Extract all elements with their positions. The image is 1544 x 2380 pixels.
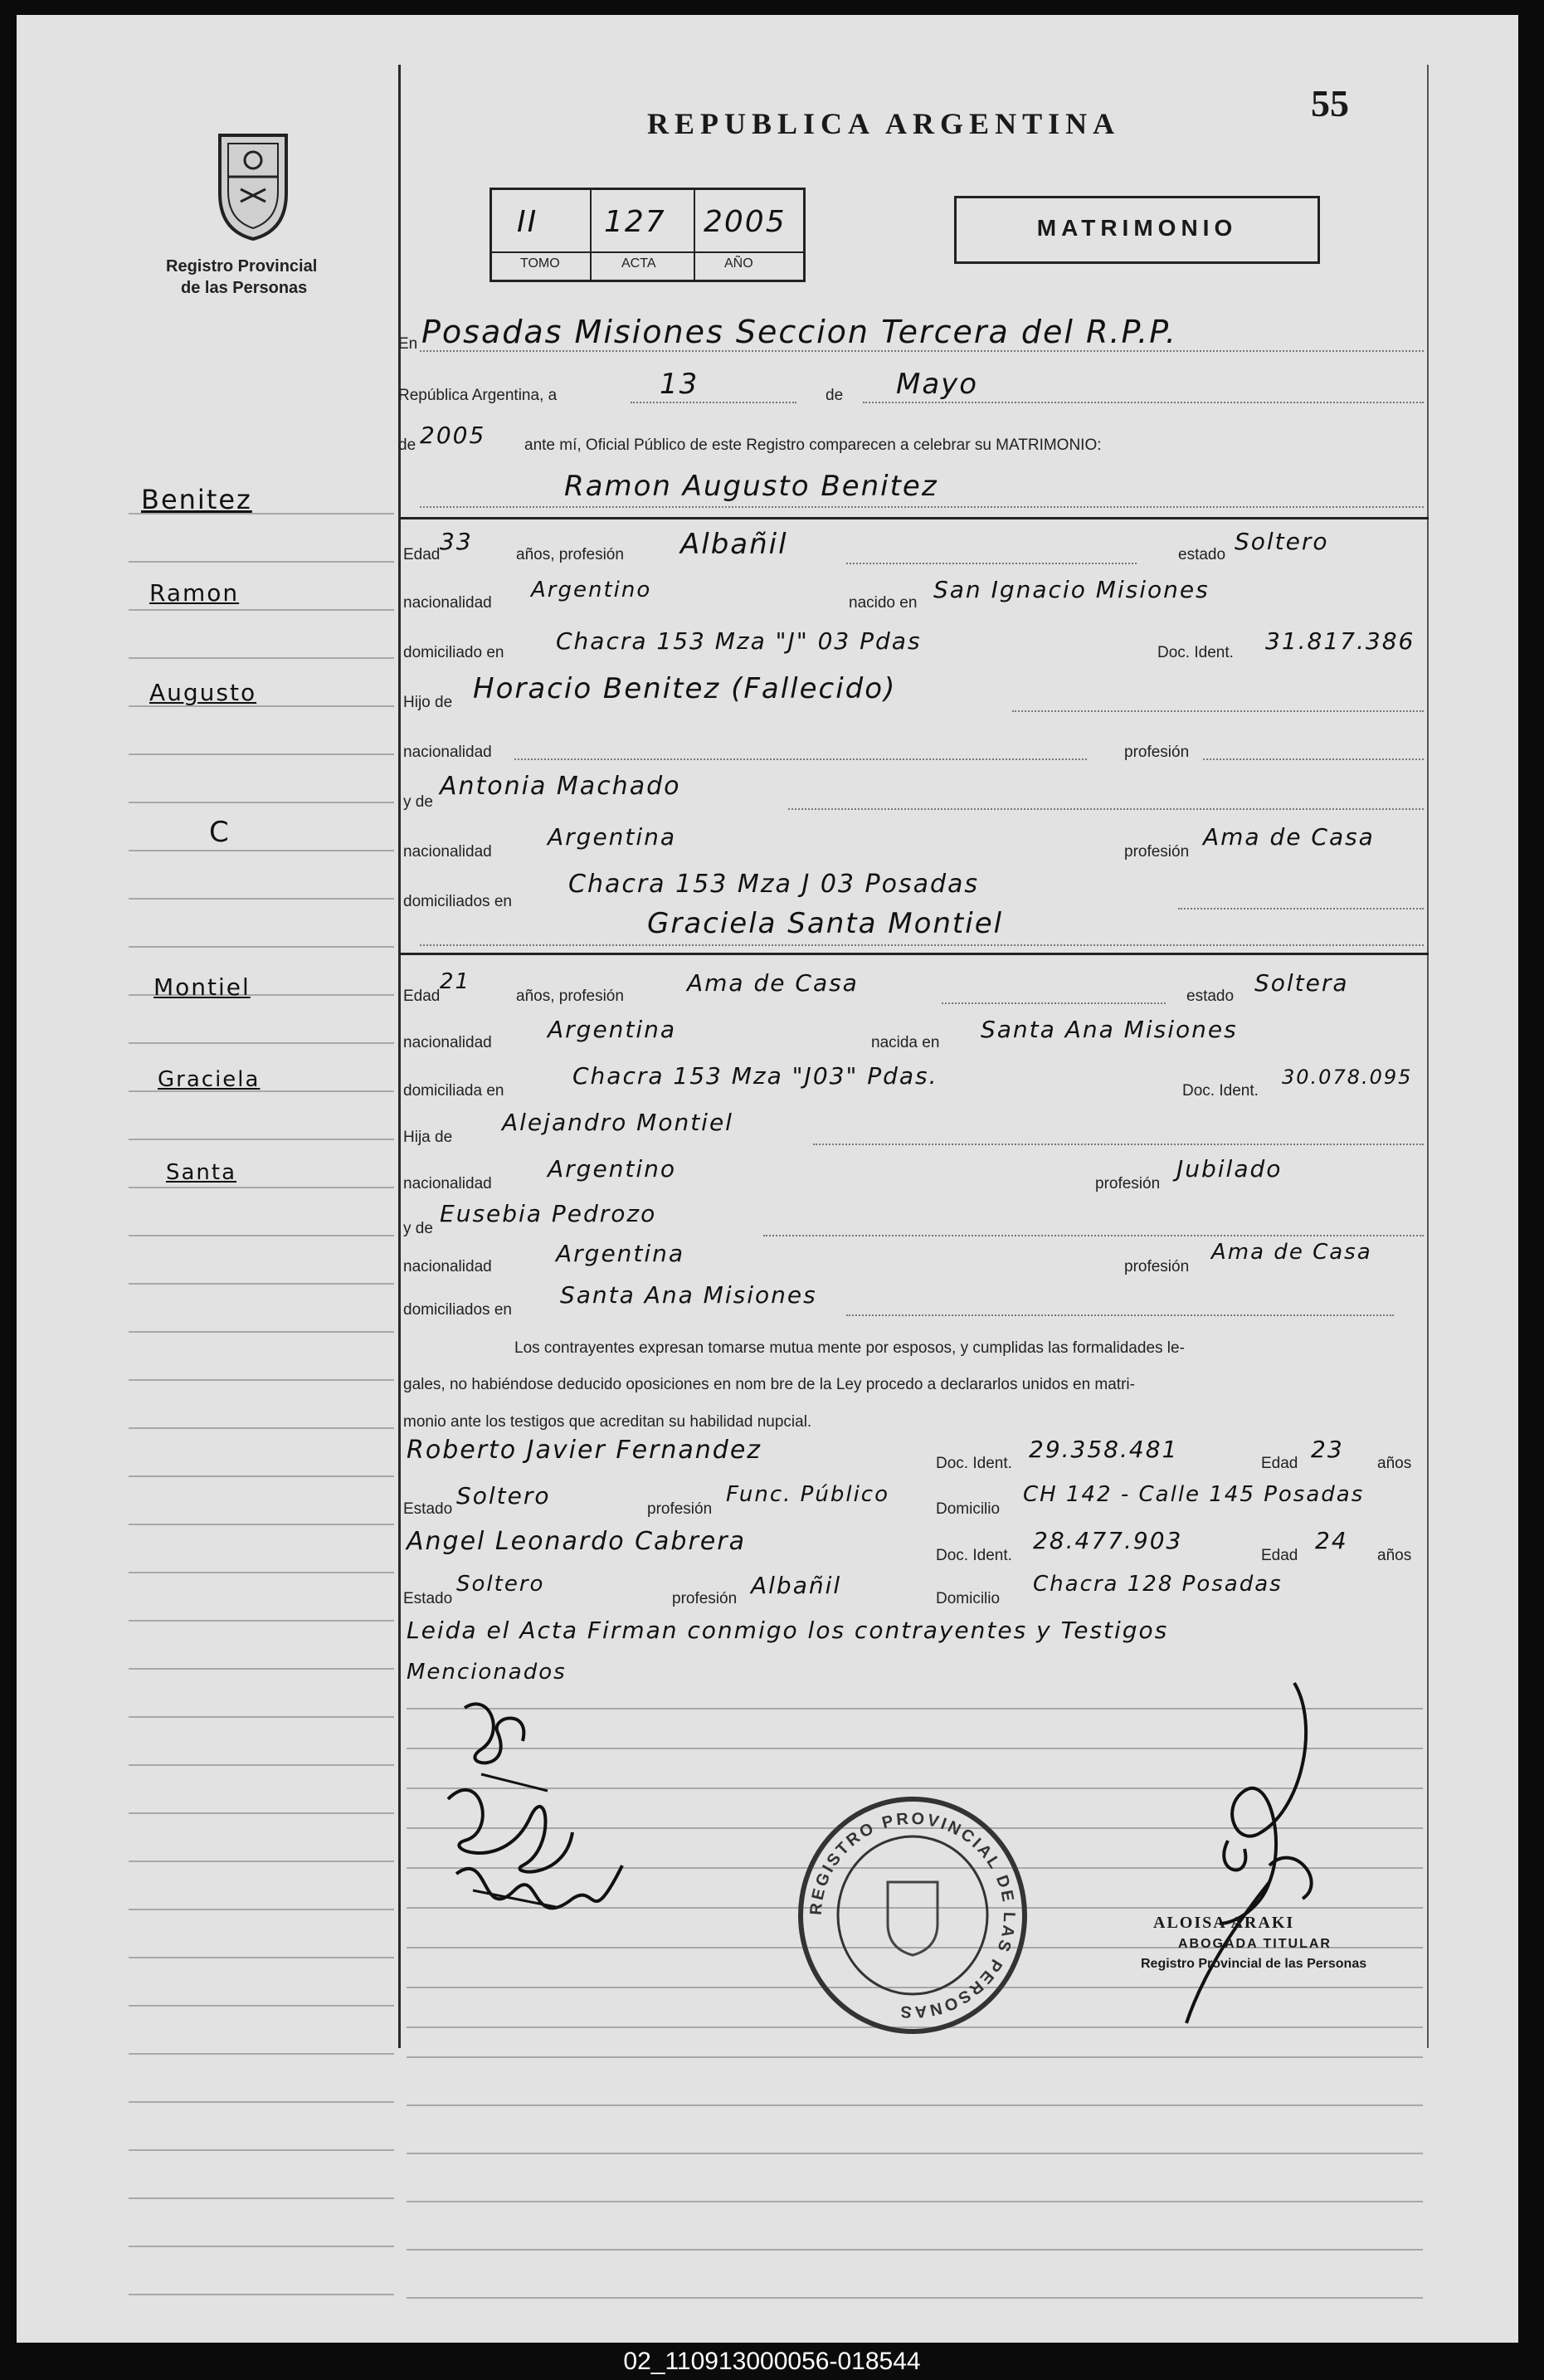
- groom-doc-label: Doc. Ident.: [1157, 644, 1234, 661]
- margin-name-bride-2: Santa: [166, 1160, 237, 1185]
- witness1-estado: Soltero: [456, 1482, 551, 1509]
- ruled-line: [129, 898, 394, 900]
- official-signature-scribble: [1137, 1675, 1386, 2031]
- ruled-line: [129, 1572, 394, 1573]
- ruled-line: [129, 1187, 394, 1188]
- margin-name-groom-1: Ramon: [149, 579, 240, 607]
- country-title: REPUBLICA ARGENTINA: [647, 107, 1121, 140]
- ruled-line: [129, 1668, 394, 1670]
- ruled-line: [407, 2056, 1423, 2058]
- declaration-line2: gales, no habiéndose deducido oposiciones en nom bre de la Ley procedo a declararlos unidos en matri-: [403, 1376, 1135, 1393]
- ruled-line: [129, 1716, 394, 1718]
- ante-text: ante mí, Oficial Público de este Registro comparecen a celebrar su MATRIMONIO:: [524, 436, 1102, 454]
- groom-father: Horacio Benitez (Fallecido): [473, 672, 897, 705]
- ruled-line: [407, 2153, 1423, 2154]
- ruled-line: [129, 2053, 394, 2055]
- groom-nac2-label: nacionalidad: [403, 744, 492, 761]
- ruled-line: [129, 609, 394, 611]
- de-label: de: [826, 387, 844, 404]
- ruled-line: [129, 2246, 394, 2247]
- seal-ring-text: REGISTRO PROVINCIAL DE LAS PERSONAS: [806, 1809, 1019, 2022]
- groom-age: 33: [440, 528, 473, 555]
- ruled-line: [129, 2149, 394, 2151]
- bride-doc-label: Doc. Ident.: [1182, 1082, 1259, 1100]
- bride-anos-prof-label: años, profesión: [516, 988, 624, 1005]
- place-value: Posadas Misiones Seccion Tercera del R.P.P.: [421, 314, 1177, 350]
- bride-father: Alejandro Montiel: [502, 1109, 733, 1136]
- ruled-line: [129, 2197, 394, 2199]
- witness2-doc: 28.477.903: [1033, 1527, 1183, 1554]
- bride-born: Santa Ana Misiones: [981, 1016, 1238, 1043]
- groom-mother-prof: Ama de Casa: [1203, 823, 1375, 851]
- bride-nationality: Argentina: [548, 1016, 677, 1043]
- groom-profession: Albañil: [680, 528, 788, 561]
- declaration-line3: monio ante los testigos que acreditan su habilidad nupcial.: [403, 1413, 812, 1431]
- groom-hijo-label: Hijo de: [403, 694, 453, 711]
- bride-hija-label: Hija de: [403, 1129, 453, 1146]
- groom-parents-address: Chacra 153 Mza J 03 Posadas: [568, 870, 980, 899]
- acta-label: ACTA: [621, 256, 656, 271]
- signatures-scribble: [431, 1683, 647, 1948]
- groom-nac3-label: nacionalidad: [403, 843, 492, 861]
- groom-prof2-label: profesión: [1124, 744, 1190, 761]
- groom-mother: Antonia Machado: [440, 772, 681, 801]
- bride-nac3-label: nacionalidad: [403, 1258, 492, 1275]
- bride-estado: Soltera: [1254, 969, 1349, 997]
- witness1-address: CH 142 - Calle 145 Posadas: [1023, 1482, 1365, 1507]
- groom-doc: 31.817.386: [1265, 627, 1415, 655]
- ruled-line: [129, 1764, 394, 1766]
- official-name: ALOISA ARAKI: [1153, 1914, 1295, 1932]
- official-office: Registro Provincial de las Personas: [1141, 1957, 1367, 1971]
- witness2-estado-label: Estado: [403, 1590, 453, 1607]
- ruled-line: [129, 1861, 394, 1862]
- bride-profession: Ama de Casa: [687, 969, 859, 997]
- declaration-line1: Los contrayentes expresan tomarse mutua mente por esposos, y cumplidas las formalidades le-: [514, 1339, 1185, 1357]
- doc-type: MATRIMONIO: [1036, 215, 1238, 241]
- witness1-age: 23: [1311, 1436, 1344, 1463]
- bride-mother-nat: Argentina: [556, 1240, 685, 1267]
- ruled-line: [129, 1235, 394, 1236]
- en-label: En: [398, 335, 418, 353]
- republica-label: República Argentina, a: [398, 387, 558, 404]
- groom-yde-label: y de: [403, 793, 433, 811]
- witness1-doc-label: Doc. Ident.: [936, 1455, 1012, 1472]
- witness2-anos-label: años: [1377, 1547, 1412, 1564]
- witness2-doc-label: Doc. Ident.: [936, 1547, 1012, 1564]
- ruled-line: [129, 1042, 394, 1044]
- bride-edad-label: Edad: [403, 988, 441, 1005]
- groom-nacido-label: nacido en: [849, 594, 918, 612]
- witness2-edad-label: Edad: [1261, 1547, 1298, 1564]
- bride-yde-label: y de: [403, 1220, 433, 1237]
- bride-parents-address: Santa Ana Misiones: [560, 1281, 817, 1309]
- bride-nac-label: nacionalidad: [403, 1034, 492, 1051]
- groom-prof3-label: profesión: [1124, 843, 1190, 861]
- bride-doms-label: domiciliados en: [403, 1301, 512, 1319]
- ruled-line: [129, 1427, 394, 1429]
- ano-label: AÑO: [724, 256, 753, 271]
- witness1-dom-label: Domicilio: [936, 1500, 1001, 1518]
- ruled-line: [129, 1620, 394, 1622]
- ruled-line: [129, 802, 394, 803]
- bride-prof2-label: profesión: [1095, 1175, 1161, 1192]
- bride-father-nat: Argentino: [548, 1155, 677, 1183]
- witness2-name: Angel Leonardo Cabrera: [407, 1527, 746, 1556]
- margin-surname-groom: Benitez: [141, 484, 252, 515]
- ruled-line: [407, 2104, 1423, 2106]
- groom-nationality: Argentino: [531, 578, 652, 602]
- record-box: [490, 188, 806, 282]
- witness1-name: Roberto Javier Fernandez: [407, 1436, 762, 1465]
- bride-dom-label: domiciliada en: [403, 1082, 504, 1100]
- bride-prof3-label: profesión: [1124, 1258, 1190, 1275]
- bride-father-prof: Jubilado: [1176, 1155, 1283, 1183]
- year-value: 2005: [420, 422, 486, 449]
- tomo-label: TOMO: [520, 256, 560, 271]
- ruled-line: [129, 1909, 394, 1910]
- ruled-line: [129, 561, 394, 563]
- groom-mother-nat: Argentina: [548, 823, 677, 851]
- margin-divider: [398, 65, 401, 2048]
- register-page: [17, 15, 1518, 2343]
- witness2-profession: Albañil: [751, 1572, 842, 1599]
- bride-doc: 30.078.095: [1282, 1066, 1413, 1089]
- ruled-line: [129, 1283, 394, 1285]
- ruled-line: [407, 2249, 1423, 2251]
- groom-estado: Soltero: [1235, 528, 1329, 555]
- ruled-line: [129, 1379, 394, 1381]
- file-id-caption: 02_110913000056-018544: [623, 2348, 921, 2375]
- margin-name-groom-2: Augusto: [149, 679, 257, 706]
- ruled-line: [129, 1475, 394, 1477]
- witness1-profession: Func. Público: [726, 1482, 889, 1507]
- ruled-line: [129, 1139, 394, 1140]
- official-title: ABOGADA TITULAR: [1178, 1937, 1332, 1951]
- closing-line1: Leida el Acta Firman conmigo los contrayentes y Testigos: [407, 1617, 1169, 1644]
- de2-label: de: [398, 436, 416, 454]
- groom-nac-label: nacionalidad: [403, 594, 492, 612]
- groom-estado-label: estado: [1178, 546, 1226, 563]
- margin-name-bride-1: Graciela: [158, 1067, 261, 1092]
- ruled-line: [407, 2201, 1423, 2202]
- witness1-estado-label: Estado: [403, 1500, 453, 1518]
- ruled-line: [129, 2101, 394, 2103]
- right-rule: [1427, 65, 1429, 2048]
- groom-doms-label: domiciliados en: [403, 893, 512, 910]
- groom-born: San Ignacio Misiones: [933, 576, 1210, 603]
- month-value: Mayo: [896, 368, 979, 401]
- coat-of-arms-icon: [203, 127, 303, 243]
- groom-full-name: Ramon Augusto Benitez: [564, 470, 938, 503]
- doc-type-box: [954, 196, 1320, 264]
- closing-line2: Mencionados: [407, 1660, 567, 1685]
- witness2-prof-label: profesión: [672, 1590, 738, 1607]
- ruled-line: [129, 1812, 394, 1814]
- bride-mother-prof: Ama de Casa: [1211, 1240, 1372, 1265]
- bride-full-name: Graciela Santa Montiel: [647, 907, 1004, 940]
- bride-nac2-label: nacionalidad: [403, 1175, 492, 1192]
- page-number: 55: [1311, 82, 1349, 124]
- witness2-age: 24: [1315, 1527, 1348, 1554]
- witness1-edad-label: Edad: [1261, 1455, 1298, 1472]
- ruled-line: [129, 1957, 394, 1958]
- ruled-line: [129, 946, 394, 948]
- witness1-anos-label: años: [1377, 1455, 1412, 1472]
- ruled-line: [129, 1331, 394, 1333]
- witness1-prof-label: profesión: [647, 1500, 713, 1518]
- groom-edad-label: Edad: [403, 546, 441, 563]
- ruled-line: [129, 850, 394, 851]
- margin-conjunction: C: [209, 816, 231, 849]
- ruled-line: [129, 1524, 394, 1525]
- witness2-estado: Soltero: [456, 1572, 545, 1597]
- acta-value: 127: [604, 205, 666, 239]
- registry-name-line2: de las Personas: [181, 279, 308, 297]
- bride-mother: Eusebia Pedrozo: [440, 1200, 657, 1227]
- ruled-line: [129, 657, 394, 659]
- witness1-doc: 29.358.481: [1029, 1436, 1179, 1463]
- ruled-line: [129, 2294, 394, 2295]
- margin-surname-bride: Montiel: [153, 973, 251, 1001]
- tomo-value: II: [517, 205, 538, 239]
- groom-dom-label: domiciliado en: [403, 644, 504, 661]
- ruled-line: [129, 2005, 394, 2007]
- bride-address: Chacra 153 Mza "J03" Pdas.: [572, 1062, 938, 1090]
- ruled-line: [129, 754, 394, 755]
- registry-name-line1: Registro Provincial: [166, 257, 318, 276]
- ano-value: 2005: [704, 205, 787, 239]
- day-value: 13: [660, 368, 699, 401]
- groom-anos-prof-label: años, profesión: [516, 546, 624, 563]
- bride-nacida-label: nacida en: [871, 1034, 940, 1051]
- bride-age: 21: [440, 969, 471, 994]
- ruled-line: [407, 2297, 1423, 2299]
- witness2-dom-label: Domicilio: [936, 1590, 1001, 1607]
- bride-estado-label: estado: [1186, 988, 1235, 1005]
- groom-address: Chacra 153 Mza "J" 03 Pdas: [556, 627, 922, 655]
- official-seal-icon: [792, 1791, 1033, 2040]
- witness2-address: Chacra 128 Posadas: [1033, 1572, 1283, 1597]
